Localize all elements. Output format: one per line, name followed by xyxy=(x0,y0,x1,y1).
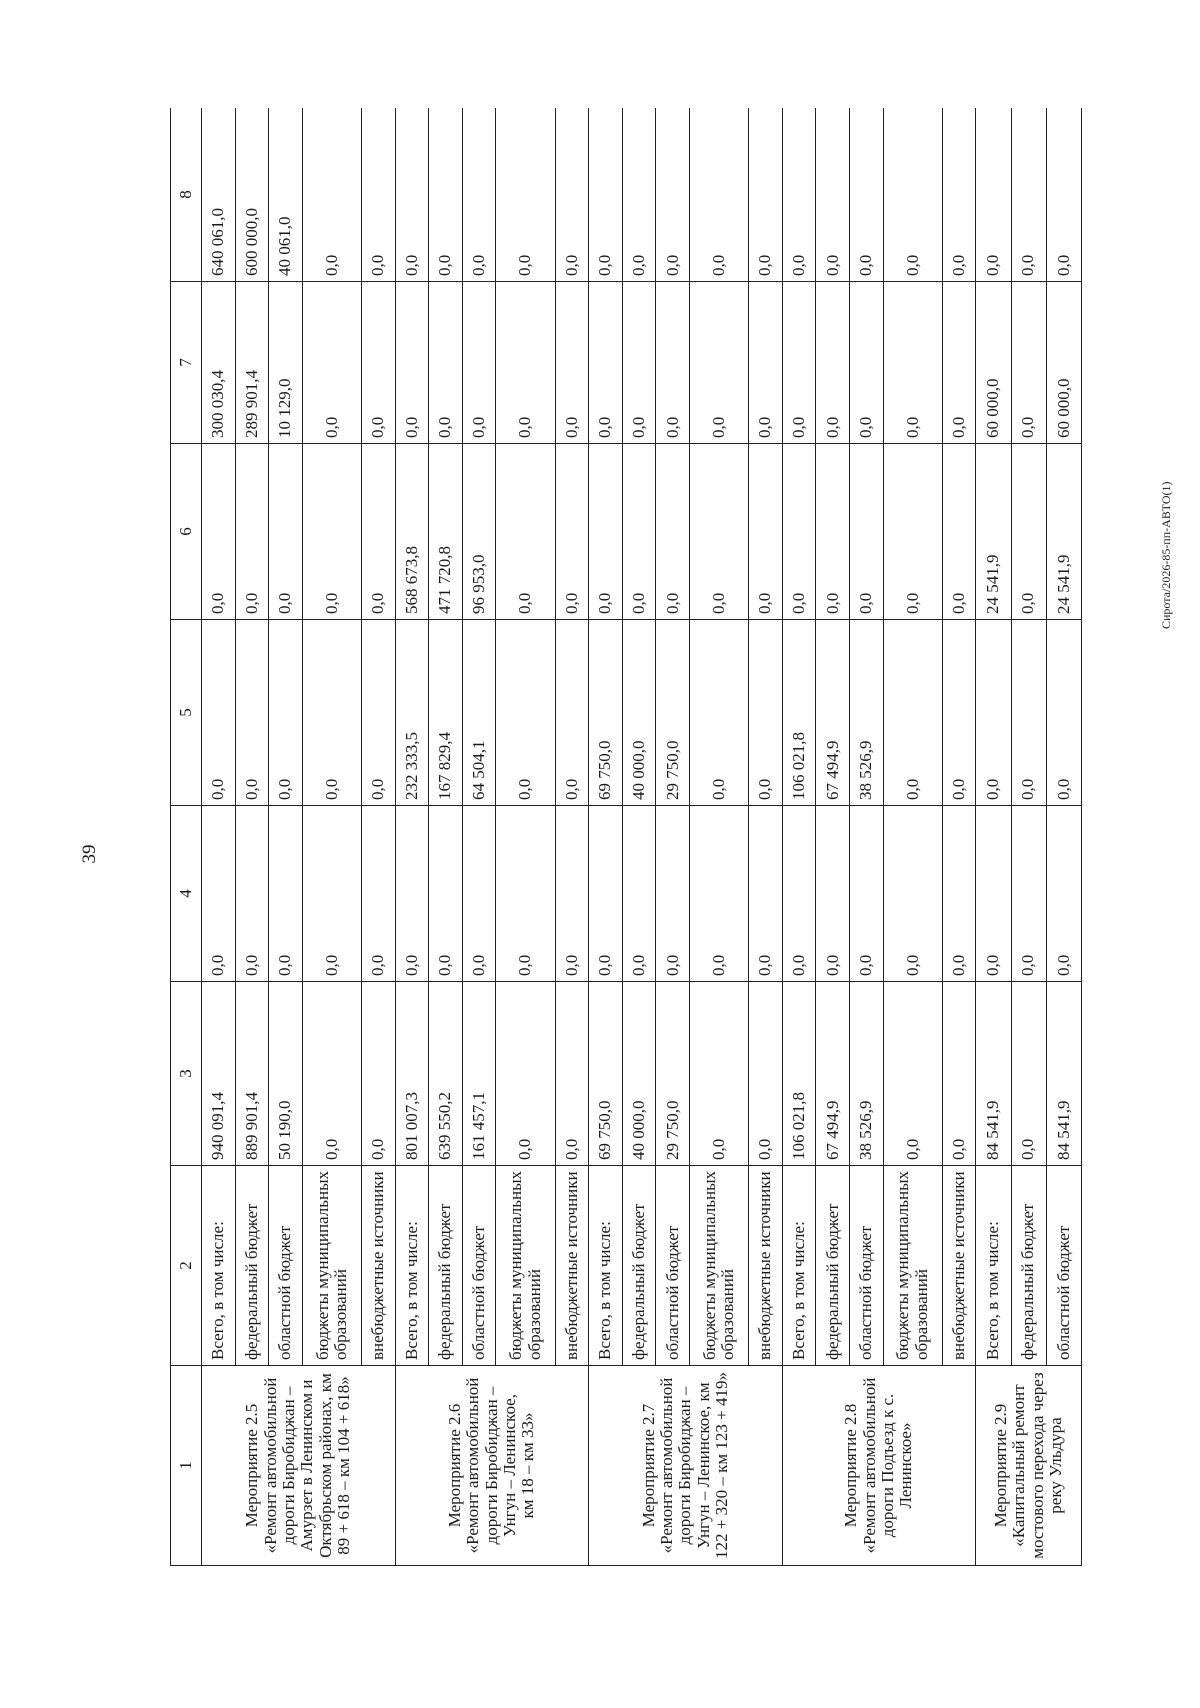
table-row xyxy=(202,108,236,1566)
funding-source-cell xyxy=(816,1166,850,1366)
event-name-cell: Мероприятие 2.7 «Ремонт автомобильной дороги Биробиджан – Унгун – Ленинское, км 122 + 320 – км 123 + 419» xyxy=(589,1366,783,1566)
value-cell-col-7: 0,0 xyxy=(462,282,496,444)
table-row xyxy=(361,108,395,1566)
value-cell-col-5: 167 829,4 xyxy=(429,620,463,806)
funding-source-label: областной бюджет xyxy=(856,1225,876,1360)
event-name-cell: Мероприятие 2.9 «Капитальный ремонт мостового перехода через реку Ульдура xyxy=(976,1366,1082,1566)
value-cell-col-8: 600 000,0 xyxy=(235,108,269,282)
value-cell-col-6: 0,0 xyxy=(690,444,749,620)
funding-source-label: федеральный бюджет xyxy=(435,1203,455,1360)
funding-source-label: внебюджетные источники xyxy=(755,1171,775,1360)
value-cell-col-8: 0,0 xyxy=(883,108,942,282)
table-row xyxy=(883,108,942,1566)
table-row xyxy=(622,108,656,1566)
value-cell-col-5: 40 000,0 xyxy=(622,620,656,806)
funding-source-label: Всего, в том числе: xyxy=(208,1221,228,1360)
funding-source-cell xyxy=(656,1166,690,1366)
value-cell-col-6: 0,0 xyxy=(555,444,589,620)
column-header-2: 2 xyxy=(171,1166,202,1366)
funding-source-label: Всего, в том числе: xyxy=(788,1221,808,1360)
funding-source-cell xyxy=(589,1166,623,1366)
value-cell-col-8: 0,0 xyxy=(749,108,783,282)
value-cell-col-3: 639 550,2 xyxy=(429,982,463,1166)
value-cell-col-6: 0,0 xyxy=(622,444,656,620)
table-row xyxy=(942,108,976,1566)
funding-source-cell xyxy=(976,1166,1011,1366)
value-cell-col-6: 0,0 xyxy=(589,444,623,620)
funding-source-cell xyxy=(942,1166,976,1366)
value-cell-col-7: 0,0 xyxy=(816,282,850,444)
value-cell-col-3: 0,0 xyxy=(496,982,555,1166)
value-cell-col-7: 0,0 xyxy=(749,282,783,444)
value-cell-col-3: 0,0 xyxy=(1011,982,1046,1166)
value-cell-col-8: 0,0 xyxy=(429,108,463,282)
value-cell-col-3: 0,0 xyxy=(883,982,942,1166)
value-cell-col-8: 0,0 xyxy=(622,108,656,282)
column-header-8: 8 xyxy=(171,108,202,282)
value-cell-col-4: 0,0 xyxy=(429,806,463,982)
value-cell-col-4: 0,0 xyxy=(976,806,1011,982)
budget-table xyxy=(170,108,1082,1566)
value-cell-col-4: 0,0 xyxy=(361,806,395,982)
value-cell-col-3: 889 901,4 xyxy=(235,982,269,1166)
value-cell-col-7: 0,0 xyxy=(589,282,623,444)
table-frame xyxy=(170,108,1082,1566)
funding-source-label: федеральный бюджет xyxy=(1018,1203,1038,1360)
value-cell-col-5: 0,0 xyxy=(942,620,976,806)
value-cell-col-3: 0,0 xyxy=(942,982,976,1166)
value-cell-col-5: 232 333,5 xyxy=(395,620,429,806)
value-cell-col-8: 0,0 xyxy=(816,108,850,282)
value-cell-col-8: 0,0 xyxy=(395,108,429,282)
funding-source-cell xyxy=(269,1166,303,1366)
value-cell-col-4: 0,0 xyxy=(850,806,884,982)
value-cell-col-7: 0,0 xyxy=(850,282,884,444)
value-cell-col-4: 0,0 xyxy=(589,806,623,982)
table-row xyxy=(782,108,816,1566)
value-cell-col-7: 0,0 xyxy=(942,282,976,444)
value-cell-col-4: 0,0 xyxy=(1011,806,1046,982)
table-row xyxy=(462,108,496,1566)
value-cell-col-6: 24 541,9 xyxy=(1046,444,1081,620)
value-cell-col-4: 0,0 xyxy=(816,806,850,982)
value-cell-col-5: 0,0 xyxy=(976,620,1011,806)
value-cell-col-6: 471 720,8 xyxy=(429,444,463,620)
value-cell-col-8: 0,0 xyxy=(496,108,555,282)
value-cell-col-3: 0,0 xyxy=(302,982,361,1166)
value-cell-col-5: 64 504,1 xyxy=(462,620,496,806)
value-cell-col-7: 60 000,0 xyxy=(1046,282,1081,444)
column-header-3: 3 xyxy=(171,982,202,1166)
value-cell-col-6: 0,0 xyxy=(302,444,361,620)
table-row xyxy=(690,108,749,1566)
value-cell-col-7: 0,0 xyxy=(883,282,942,444)
value-cell-col-7: 0,0 xyxy=(782,282,816,444)
value-cell-col-4: 0,0 xyxy=(782,806,816,982)
value-cell-col-6: 568 673,8 xyxy=(395,444,429,620)
table-row xyxy=(1011,108,1046,1566)
value-cell-col-3: 0,0 xyxy=(690,982,749,1166)
value-cell-col-5: 0,0 xyxy=(361,620,395,806)
funding-source-cell xyxy=(1011,1166,1046,1366)
value-cell-col-5: 38 526,9 xyxy=(850,620,884,806)
funding-source-label: бюджеты муниципальных образований xyxy=(506,1170,544,1360)
funding-source-label: бюджеты муниципальных образований xyxy=(312,1170,350,1360)
value-cell-col-4: 0,0 xyxy=(269,806,303,982)
funding-source-label: бюджеты муниципальных образований xyxy=(699,1170,738,1360)
table-row xyxy=(302,108,361,1566)
value-cell-col-7: 0,0 xyxy=(690,282,749,444)
column-header-7: 7 xyxy=(171,282,202,444)
value-cell-col-3: 38 526,9 xyxy=(850,982,884,1166)
value-cell-col-6: 0,0 xyxy=(816,444,850,620)
value-cell-col-4: 0,0 xyxy=(942,806,976,982)
table-header-row xyxy=(171,108,202,1566)
funding-source-label: областной бюджет xyxy=(662,1225,682,1360)
table-row xyxy=(589,108,623,1566)
table-row xyxy=(496,108,555,1566)
value-cell-col-8: 0,0 xyxy=(361,108,395,282)
column-header-1: 1 xyxy=(171,1366,202,1566)
value-cell-col-5: 0,0 xyxy=(749,620,783,806)
value-cell-col-4: 0,0 xyxy=(302,806,361,982)
value-cell-col-7: 300 030,4 xyxy=(202,282,236,444)
value-cell-col-5: 29 750,0 xyxy=(656,620,690,806)
page-number: 39 xyxy=(79,844,100,864)
value-cell-col-7: 0,0 xyxy=(555,282,589,444)
value-cell-col-8: 0,0 xyxy=(555,108,589,282)
value-cell-col-5: 0,0 xyxy=(235,620,269,806)
value-cell-col-6: 0,0 xyxy=(202,444,236,620)
value-cell-col-5: 67 494,9 xyxy=(816,620,850,806)
value-cell-col-4: 0,0 xyxy=(656,806,690,982)
funding-source-cell xyxy=(395,1166,429,1366)
funding-source-label: областной бюджет xyxy=(275,1225,295,1360)
value-cell-col-6: 0,0 xyxy=(656,444,690,620)
funding-source-cell xyxy=(782,1166,816,1366)
value-cell-col-7: 0,0 xyxy=(656,282,690,444)
funding-source-label: внебюджетные источники xyxy=(561,1171,581,1360)
value-cell-col-8: 0,0 xyxy=(656,108,690,282)
value-cell-col-4: 0,0 xyxy=(235,806,269,982)
value-cell-col-3: 40 000,0 xyxy=(622,982,656,1166)
value-cell-col-3: 801 007,3 xyxy=(395,982,429,1166)
value-cell-col-5: 0,0 xyxy=(1046,620,1081,806)
table-row xyxy=(1046,108,1081,1566)
funding-source-label: бюджеты муниципальных образований xyxy=(893,1170,931,1360)
funding-source-label: внебюджетные источники xyxy=(948,1171,968,1360)
value-cell-col-8: 0,0 xyxy=(462,108,496,282)
value-cell-col-6: 0,0 xyxy=(235,444,269,620)
funding-source-cell xyxy=(622,1166,656,1366)
funding-source-label: Всего, в том числе: xyxy=(595,1221,615,1360)
document-code: Сирота/2026-85-пп-АВТО(1) xyxy=(1159,481,1173,629)
table-row xyxy=(976,108,1011,1566)
value-cell-col-5: 0,0 xyxy=(269,620,303,806)
funding-source-label: Всего, в том числе: xyxy=(983,1221,1003,1360)
table-row xyxy=(749,108,783,1566)
value-cell-col-8: 0,0 xyxy=(690,108,749,282)
value-cell-col-7: 60 000,0 xyxy=(976,282,1011,444)
value-cell-col-3: 940 091,4 xyxy=(202,982,236,1166)
value-cell-col-7: 10 129,0 xyxy=(269,282,303,444)
value-cell-col-5: 0,0 xyxy=(690,620,749,806)
table-row xyxy=(429,108,463,1566)
value-cell-col-5: 0,0 xyxy=(202,620,236,806)
funding-source-cell xyxy=(749,1166,783,1366)
value-cell-col-8: 0,0 xyxy=(589,108,623,282)
value-cell-col-6: 0,0 xyxy=(782,444,816,620)
value-cell-col-7: 0,0 xyxy=(622,282,656,444)
value-cell-col-4: 0,0 xyxy=(202,806,236,982)
funding-source-cell xyxy=(555,1166,589,1366)
value-cell-col-8: 0,0 xyxy=(302,108,361,282)
funding-source-label: федеральный бюджет xyxy=(628,1203,648,1360)
table-row xyxy=(235,108,269,1566)
value-cell-col-5: 0,0 xyxy=(555,620,589,806)
funding-source-cell xyxy=(202,1166,236,1366)
value-cell-col-7: 0,0 xyxy=(496,282,555,444)
value-cell-col-3: 69 750,0 xyxy=(589,982,623,1166)
value-cell-col-3: 84 541,9 xyxy=(1046,982,1081,1166)
value-cell-col-6: 0,0 xyxy=(749,444,783,620)
value-cell-col-7: 0,0 xyxy=(361,282,395,444)
funding-source-cell xyxy=(690,1166,749,1366)
value-cell-col-3: 67 494,9 xyxy=(816,982,850,1166)
table-row xyxy=(269,108,303,1566)
table-row xyxy=(850,108,884,1566)
value-cell-col-5: 0,0 xyxy=(883,620,942,806)
event-name-cell: Мероприятие 2.6 «Ремонт автомобильной дороги Биробиджан – Унгун – Ленинское, км 18 – км 33» xyxy=(395,1366,589,1566)
value-cell-col-6: 0,0 xyxy=(883,444,942,620)
value-cell-col-8: 0,0 xyxy=(1011,108,1046,282)
value-cell-col-4: 0,0 xyxy=(749,806,783,982)
funding-source-cell xyxy=(1046,1166,1081,1366)
funding-source-label: областной бюджет xyxy=(1053,1225,1073,1360)
value-cell-col-6: 24 541,9 xyxy=(976,444,1011,620)
value-cell-col-8: 0,0 xyxy=(976,108,1011,282)
value-cell-col-4: 0,0 xyxy=(622,806,656,982)
value-cell-col-5: 0,0 xyxy=(1011,620,1046,806)
funding-source-label: областной бюджет xyxy=(468,1225,488,1360)
value-cell-col-6: 0,0 xyxy=(942,444,976,620)
value-cell-col-3: 161 457,1 xyxy=(462,982,496,1166)
value-cell-col-7: 0,0 xyxy=(302,282,361,444)
table-body xyxy=(202,108,1082,1566)
funding-source-cell xyxy=(850,1166,884,1366)
value-cell-col-3: 0,0 xyxy=(555,982,589,1166)
column-header-5: 5 xyxy=(171,620,202,806)
value-cell-col-4: 0,0 xyxy=(555,806,589,982)
funding-source-cell xyxy=(302,1166,361,1366)
value-cell-col-6: 0,0 xyxy=(361,444,395,620)
value-cell-col-8: 640 061,0 xyxy=(202,108,236,282)
value-cell-col-5: 0,0 xyxy=(302,620,361,806)
value-cell-col-7: 289 901,4 xyxy=(235,282,269,444)
column-header-4: 4 xyxy=(171,806,202,982)
value-cell-col-5: 106 021,8 xyxy=(782,620,816,806)
table-row xyxy=(555,108,589,1566)
value-cell-col-5: 69 750,0 xyxy=(589,620,623,806)
value-cell-col-6: 96 953,0 xyxy=(462,444,496,620)
value-cell-col-8: 0,0 xyxy=(850,108,884,282)
value-cell-col-4: 0,0 xyxy=(1046,806,1081,982)
funding-source-cell xyxy=(429,1166,463,1366)
value-cell-col-3: 0,0 xyxy=(749,982,783,1166)
funding-source-cell xyxy=(462,1166,496,1366)
funding-source-cell xyxy=(235,1166,269,1366)
value-cell-col-8: 0,0 xyxy=(942,108,976,282)
funding-source-label: федеральный бюджет xyxy=(822,1203,842,1360)
value-cell-col-4: 0,0 xyxy=(883,806,942,982)
rotated-table-wrapper xyxy=(170,108,1082,1566)
table-row xyxy=(656,108,690,1566)
value-cell-col-3: 50 190,0 xyxy=(269,982,303,1166)
value-cell-col-7: 0,0 xyxy=(1011,282,1046,444)
funding-source-cell xyxy=(883,1166,942,1366)
value-cell-col-8: 40 061,0 xyxy=(269,108,303,282)
value-cell-col-3: 84 541,9 xyxy=(976,982,1011,1166)
value-cell-col-6: 0,0 xyxy=(850,444,884,620)
funding-source-label: внебюджетные источники xyxy=(368,1171,388,1360)
funding-source-cell xyxy=(496,1166,555,1366)
value-cell-col-4: 0,0 xyxy=(395,806,429,982)
value-cell-col-6: 0,0 xyxy=(496,444,555,620)
value-cell-col-5: 0,0 xyxy=(496,620,555,806)
value-cell-col-4: 0,0 xyxy=(690,806,749,982)
funding-source-label: Всего, в том числе: xyxy=(401,1221,421,1360)
value-cell-col-6: 0,0 xyxy=(1011,444,1046,620)
event-name-cell: Мероприятие 2.5 «Ремонт автомобильной дороги Биробиджан – Амурзет в Ленинском и Октябрьском районах, км 89 + 618 – км 104 + 618» xyxy=(202,1366,396,1566)
column-header-6: 6 xyxy=(171,444,202,620)
funding-source-cell xyxy=(361,1166,395,1366)
value-cell-col-3: 106 021,8 xyxy=(782,982,816,1166)
value-cell-col-3: 29 750,0 xyxy=(656,982,690,1166)
value-cell-col-4: 0,0 xyxy=(496,806,555,982)
value-cell-col-7: 0,0 xyxy=(429,282,463,444)
value-cell-col-8: 0,0 xyxy=(1046,108,1081,282)
event-name-cell: Мероприятие 2.8 «Ремонт автомобильной дороги Подъезд к с. Ленинское» xyxy=(782,1366,976,1566)
value-cell-col-3: 0,0 xyxy=(361,982,395,1166)
value-cell-col-7: 0,0 xyxy=(395,282,429,444)
table-row xyxy=(395,108,429,1566)
value-cell-col-8: 0,0 xyxy=(782,108,816,282)
value-cell-col-4: 0,0 xyxy=(462,806,496,982)
funding-source-label: федеральный бюджет xyxy=(241,1203,261,1360)
table-row xyxy=(816,108,850,1566)
value-cell-col-6: 0,0 xyxy=(269,444,303,620)
